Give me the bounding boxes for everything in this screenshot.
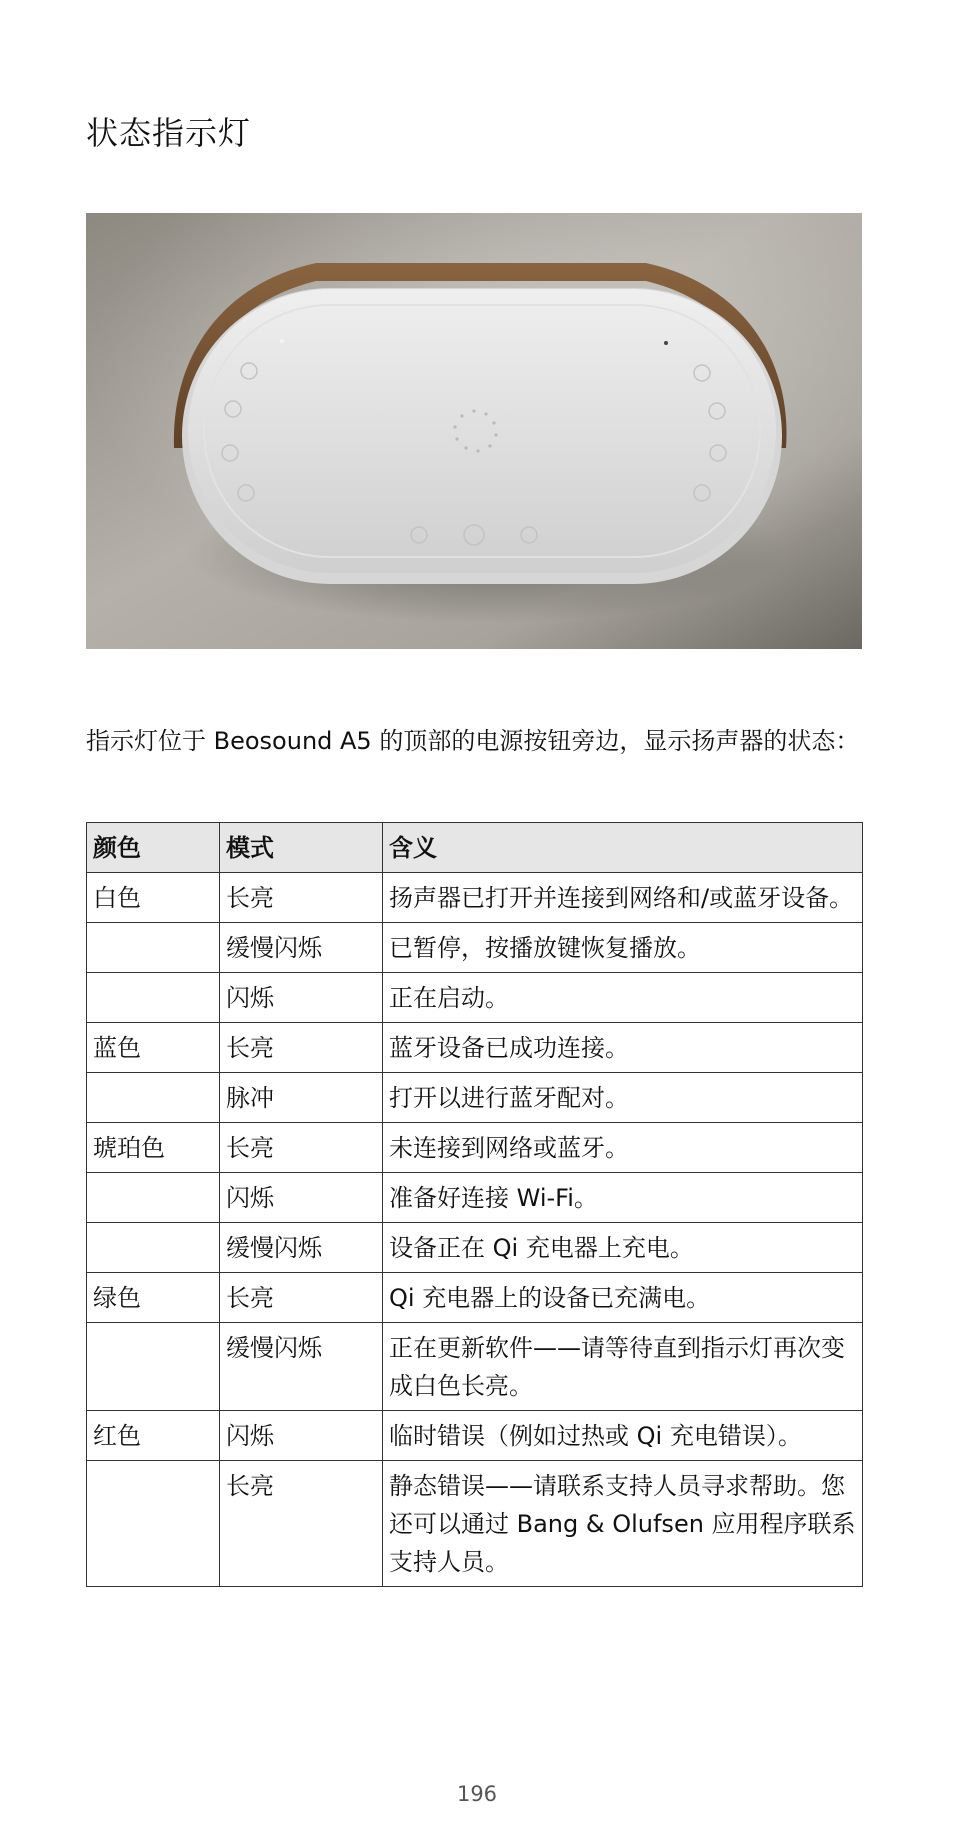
cell-meaning: Qi 充电器上的设备已充满电。 (383, 1273, 863, 1323)
cell-meaning: 扬声器已打开并连接到网络和/或蓝牙设备。 (383, 873, 863, 923)
header-meaning: 含义 (383, 823, 863, 873)
table-row (87, 1073, 863, 1123)
table-row (87, 1173, 863, 1223)
cell-mode: 长亮 (220, 1273, 383, 1323)
cell-color (87, 973, 220, 1023)
header-mode: 模式 (220, 823, 383, 873)
table-row (87, 1461, 863, 1587)
cell-color (87, 1173, 220, 1223)
page-number: 196 (456, 1782, 498, 1806)
cell-color: 蓝色 (87, 1023, 220, 1073)
intro-text: 指示灯位于 Beosound A5 的顶部的电源按钮旁边，显示扬声器的状态： (86, 727, 860, 755)
cell-meaning: 蓝牙设备已成功连接。 (383, 1023, 863, 1073)
table-header-row (87, 823, 863, 873)
cell-color (87, 1073, 220, 1123)
cell-mode: 长亮 (220, 1023, 383, 1073)
cell-color (87, 1323, 220, 1411)
header-color: 颜色 (87, 823, 220, 873)
table-row (87, 973, 863, 1023)
cell-meaning: 未连接到网络或蓝牙。 (383, 1123, 863, 1173)
cell-meaning: 准备好连接 Wi-Fi。 (383, 1173, 863, 1223)
cell-meaning: 临时错误（例如过热或 Qi 充电错误）。 (383, 1411, 863, 1461)
cell-meaning: 已暂停，按播放键恢复播放。 (383, 923, 863, 973)
cell-color: 红色 (87, 1411, 220, 1461)
cell-color: 白色 (87, 873, 220, 923)
cell-mode: 长亮 (220, 873, 383, 923)
cell-meaning: 打开以进行蓝牙配对。 (383, 1073, 863, 1123)
cell-color (87, 1461, 220, 1587)
table-row (87, 873, 863, 923)
table-row (87, 1273, 863, 1323)
cell-mode: 缓慢闪烁 (220, 923, 383, 973)
cell-meaning: 正在更新软件——请等待直到指示灯再次变成白色长亮。 (383, 1323, 863, 1411)
cell-color: 琥珀色 (87, 1123, 220, 1173)
speaker-photo (86, 213, 862, 649)
cell-mode: 长亮 (220, 1123, 383, 1173)
cell-color (87, 1223, 220, 1273)
table-row (87, 923, 863, 973)
page-title: 状态指示灯 (86, 114, 252, 152)
table-row (87, 1411, 863, 1461)
cell-mode: 缓慢闪烁 (220, 1223, 383, 1273)
cell-meaning: 设备正在 Qi 充电器上充电。 (383, 1223, 863, 1273)
cell-mode: 缓慢闪烁 (220, 1323, 383, 1411)
cell-mode: 闪烁 (220, 1173, 383, 1223)
cell-color (87, 923, 220, 973)
cell-mode: 闪烁 (220, 973, 383, 1023)
cell-mode: 长亮 (220, 1461, 383, 1587)
table-row (87, 1123, 863, 1173)
status-table (86, 822, 863, 1587)
cell-mode: 闪烁 (220, 1411, 383, 1461)
cell-mode: 脉冲 (220, 1073, 383, 1123)
table-row (87, 1223, 863, 1273)
cell-color: 绿色 (87, 1273, 220, 1323)
table-row (87, 1023, 863, 1073)
cell-meaning: 正在启动。 (383, 973, 863, 1023)
cell-meaning: 静态错误——请联系支持人员寻求帮助。您还可以通过 Bang & Olufsen 应用程序联系支持人员。 (383, 1461, 863, 1587)
table-row (87, 1323, 863, 1411)
